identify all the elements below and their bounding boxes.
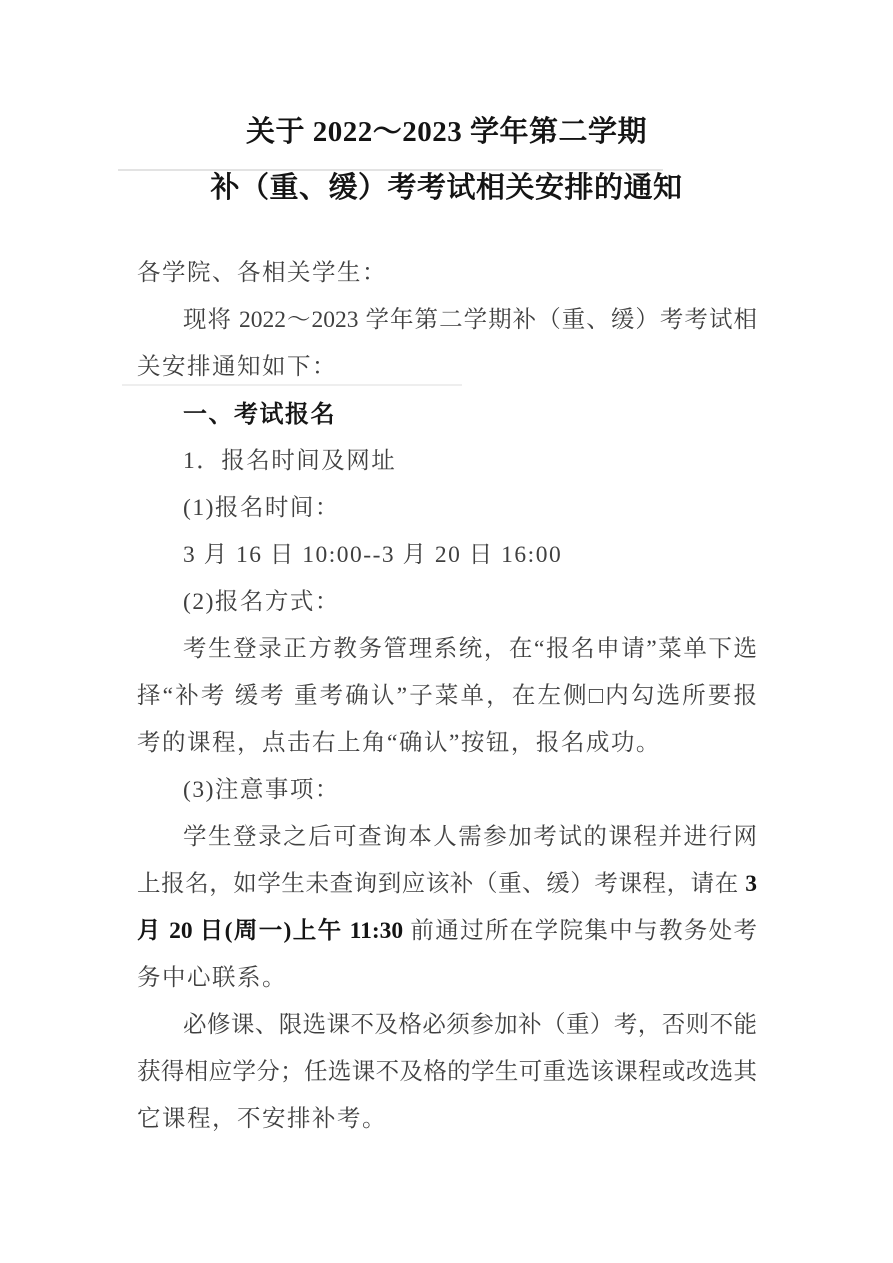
reg-method-label: (2)报名方式： — [183, 589, 340, 615]
note2-line-1: 必修课、限选课不及格必须参加补（重）考，否则不能 — [183, 1012, 757, 1038]
title-line-2: 补（重、缓）考考试相关安排的通知 — [210, 172, 683, 204]
intro-line-1: 现将 2022～2023 学年第二学期补（重、缓）考考试相 — [183, 307, 757, 333]
note1-line-3-regular: 前通过所在学院集中与教务处考 — [410, 918, 757, 944]
note2-line-3: 它课程，不安排补考。 — [137, 1106, 387, 1132]
reg-method-line-1: 考生登录正方教务管理系统，在“报名申请”菜单下选 — [183, 636, 757, 662]
note2-line-2: 获得相应学分；任选课不及格的学生可重选该课程或改选其 — [137, 1059, 757, 1085]
note1-line-2-bold: 3 — [745, 871, 757, 897]
note1-line-3-bold: 月 20 日(周一)上午 11:30 — [137, 918, 411, 944]
title-line-1: 关于 2022～2023 学年第二学期 — [245, 116, 647, 148]
reg-method-line-3: 考的课程，点击右上角“确认”按钮，报名成功。 — [137, 730, 661, 756]
section1-heading: 一、考试报名 — [183, 401, 336, 428]
reg-time-value: 3 月 16 日 10:00--3 月 20 日 16:00 — [183, 542, 563, 568]
note1-line-2 — [137, 861, 757, 908]
reg-time-label: (1)报名时间： — [183, 495, 340, 521]
document-title — [0, 0, 893, 216]
intro-line-2: 关安排通知如下： — [137, 354, 337, 380]
note1-line-2-regular: 上报名，如学生未查询到应该补（重、缓）考课程，请在 — [137, 871, 746, 897]
note1-line-1: 学生登录之后可查询本人需参加考试的课程并进行网 — [183, 824, 757, 850]
item1-line: 1．报名时间及网址 — [183, 448, 397, 474]
note1-line-3 — [137, 908, 757, 955]
note1-line-4: 务中心联系。 — [137, 965, 287, 991]
salutation-line: 各学院、各相关学生： — [137, 260, 387, 286]
notes-label: (3)注意事项： — [183, 777, 340, 803]
reg-method-line-2: 择“补考 缓考 重考确认”子菜单，在左侧□内勾选所要报 — [137, 683, 757, 709]
document-body — [137, 250, 757, 1143]
